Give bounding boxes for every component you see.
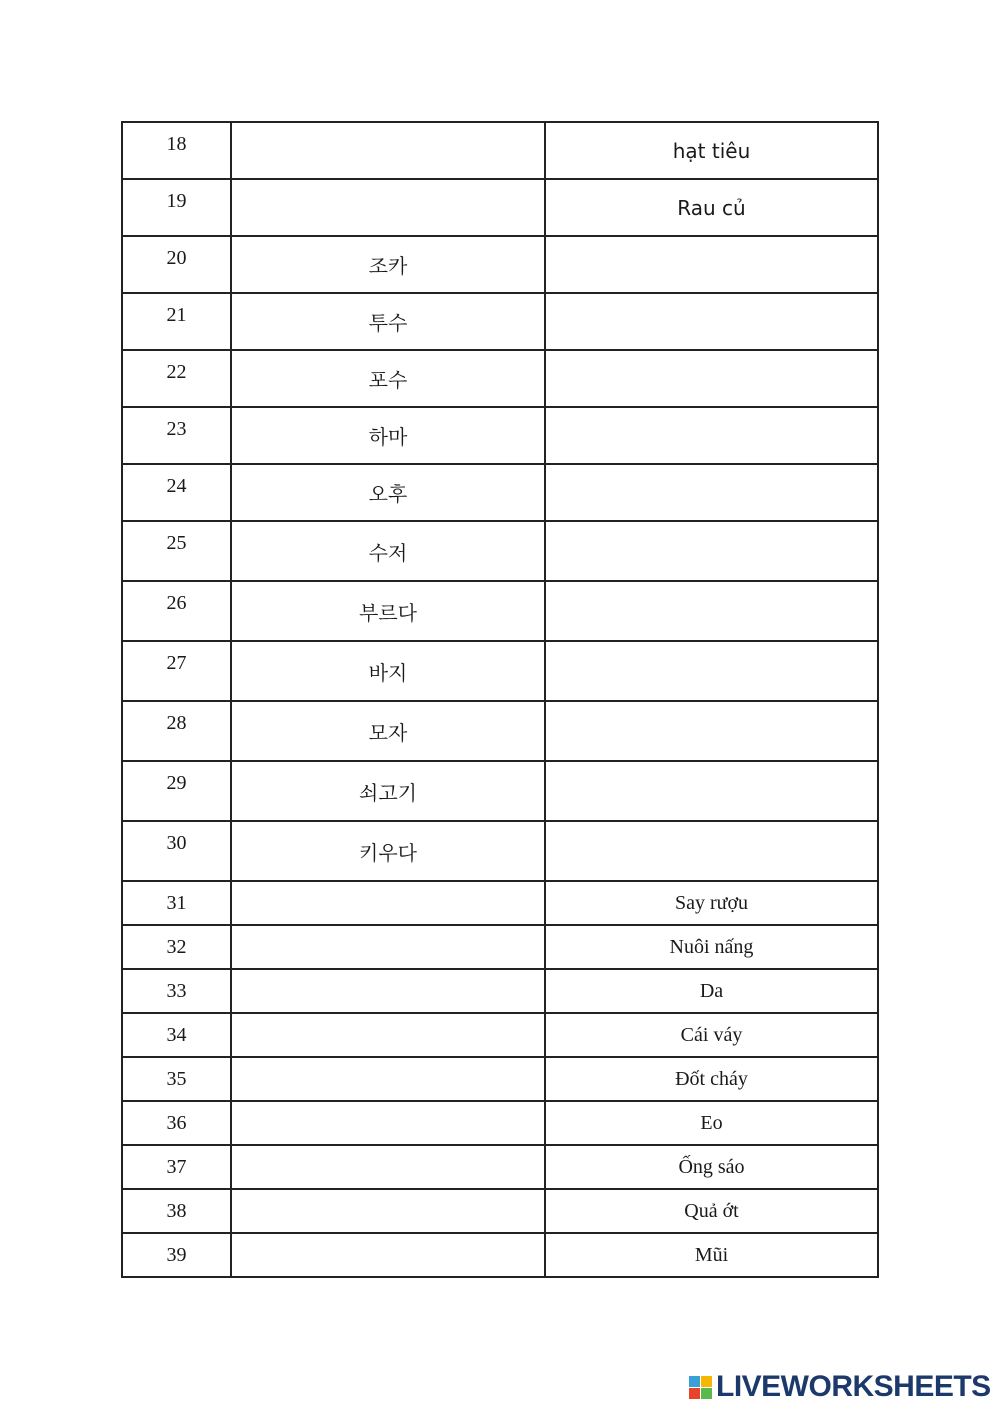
table-row (122, 179, 878, 236)
korean-word-cell[interactable] (231, 969, 545, 1013)
table-row (122, 236, 878, 293)
korean-word-cell[interactable] (231, 1101, 545, 1145)
korean-word-cell[interactable] (231, 1233, 545, 1277)
korean-word-cell[interactable] (231, 179, 545, 236)
korean-word-cell[interactable]: 바지 (231, 641, 545, 701)
korean-word-cell[interactable]: 오후 (231, 464, 545, 521)
row-number: 30 (122, 821, 231, 881)
vietnamese-word-cell[interactable] (545, 761, 878, 821)
table-row (122, 1013, 878, 1057)
vietnamese-word-cell[interactable] (545, 581, 878, 641)
row-number: 37 (122, 1145, 231, 1189)
row-number: 18 (122, 122, 231, 179)
logo-mark-square (689, 1388, 700, 1399)
vietnamese-word-cell[interactable]: Ống sáo (545, 1145, 878, 1189)
korean-word-cell[interactable] (231, 1057, 545, 1101)
vocabulary-table-body (122, 122, 878, 1277)
table-row (122, 1057, 878, 1101)
table-row (122, 122, 878, 179)
korean-word-cell[interactable]: 투수 (231, 293, 545, 350)
korean-word-cell[interactable] (231, 881, 545, 925)
vietnamese-word-cell[interactable] (545, 293, 878, 350)
row-number: 29 (122, 761, 231, 821)
korean-word-cell[interactable]: 조카 (231, 236, 545, 293)
row-number: 25 (122, 521, 231, 581)
row-number: 22 (122, 350, 231, 407)
liveworksheets-logo (689, 1371, 991, 1403)
vietnamese-word-cell[interactable] (545, 641, 878, 701)
row-number: 35 (122, 1057, 231, 1101)
vietnamese-word-cell[interactable]: Da (545, 969, 878, 1013)
logo-mark-square (701, 1376, 712, 1387)
row-number: 26 (122, 581, 231, 641)
vietnamese-word-cell[interactable]: Cái váy (545, 1013, 878, 1057)
vietnamese-word-cell[interactable] (545, 407, 878, 464)
row-number: 38 (122, 1189, 231, 1233)
table-row (122, 881, 878, 925)
korean-word-cell[interactable] (231, 1145, 545, 1189)
table-row (122, 821, 878, 881)
korean-word-cell[interactable] (231, 1189, 545, 1233)
row-number: 24 (122, 464, 231, 521)
table-row (122, 701, 878, 761)
row-number: 23 (122, 407, 231, 464)
row-number: 21 (122, 293, 231, 350)
korean-word-cell[interactable] (231, 925, 545, 969)
vietnamese-word-cell[interactable]: Nuôi nấng (545, 925, 878, 969)
table-row (122, 521, 878, 581)
row-number: 19 (122, 179, 231, 236)
table-row (122, 641, 878, 701)
row-number: 27 (122, 641, 231, 701)
table-row (122, 350, 878, 407)
vietnamese-word-cell[interactable] (545, 821, 878, 881)
logo-mark-square (701, 1388, 712, 1399)
table-row (122, 925, 878, 969)
table-row (122, 1189, 878, 1233)
vietnamese-word-cell[interactable]: Eo (545, 1101, 878, 1145)
row-number: 31 (122, 881, 231, 925)
vietnamese-word-cell[interactable]: Đốt cháy (545, 1057, 878, 1101)
vietnamese-word-cell[interactable] (545, 350, 878, 407)
vietnamese-word-cell[interactable] (545, 464, 878, 521)
row-number: 36 (122, 1101, 231, 1145)
table-row (122, 293, 878, 350)
table-row (122, 969, 878, 1013)
korean-word-cell[interactable] (231, 122, 545, 179)
vietnamese-word-cell[interactable]: Rau củ (545, 179, 878, 236)
table-row (122, 581, 878, 641)
row-number: 32 (122, 925, 231, 969)
row-number: 34 (122, 1013, 231, 1057)
vietnamese-word-cell[interactable]: hạt tiêu (545, 122, 878, 179)
row-number: 20 (122, 236, 231, 293)
table-row (122, 464, 878, 521)
vietnamese-word-cell[interactable] (545, 701, 878, 761)
logo-text: LIVEWORKSHEETS (716, 1370, 991, 1403)
vietnamese-word-cell[interactable] (545, 236, 878, 293)
table-row (122, 1233, 878, 1277)
korean-word-cell[interactable] (231, 1013, 545, 1057)
table-row (122, 1145, 878, 1189)
vietnamese-word-cell[interactable]: Say rượu (545, 881, 878, 925)
korean-word-cell[interactable]: 쇠고기 (231, 761, 545, 821)
logo-mark-icon (689, 1376, 712, 1399)
korean-word-cell[interactable]: 부르다 (231, 581, 545, 641)
row-number: 33 (122, 969, 231, 1013)
row-number: 39 (122, 1233, 231, 1277)
vietnamese-word-cell[interactable]: Mũi (545, 1233, 878, 1277)
korean-word-cell[interactable]: 포수 (231, 350, 545, 407)
table-row (122, 1101, 878, 1145)
vietnamese-word-cell[interactable] (545, 521, 878, 581)
korean-word-cell[interactable]: 모자 (231, 701, 545, 761)
korean-word-cell[interactable]: 키우다 (231, 821, 545, 881)
vietnamese-word-cell[interactable]: Quả ớt (545, 1189, 878, 1233)
row-number: 28 (122, 701, 231, 761)
logo-mark-square (689, 1376, 700, 1387)
vocabulary-table (121, 121, 879, 1278)
table-row (122, 407, 878, 464)
table-row (122, 761, 878, 821)
korean-word-cell[interactable]: 수저 (231, 521, 545, 581)
korean-word-cell[interactable]: 하마 (231, 407, 545, 464)
